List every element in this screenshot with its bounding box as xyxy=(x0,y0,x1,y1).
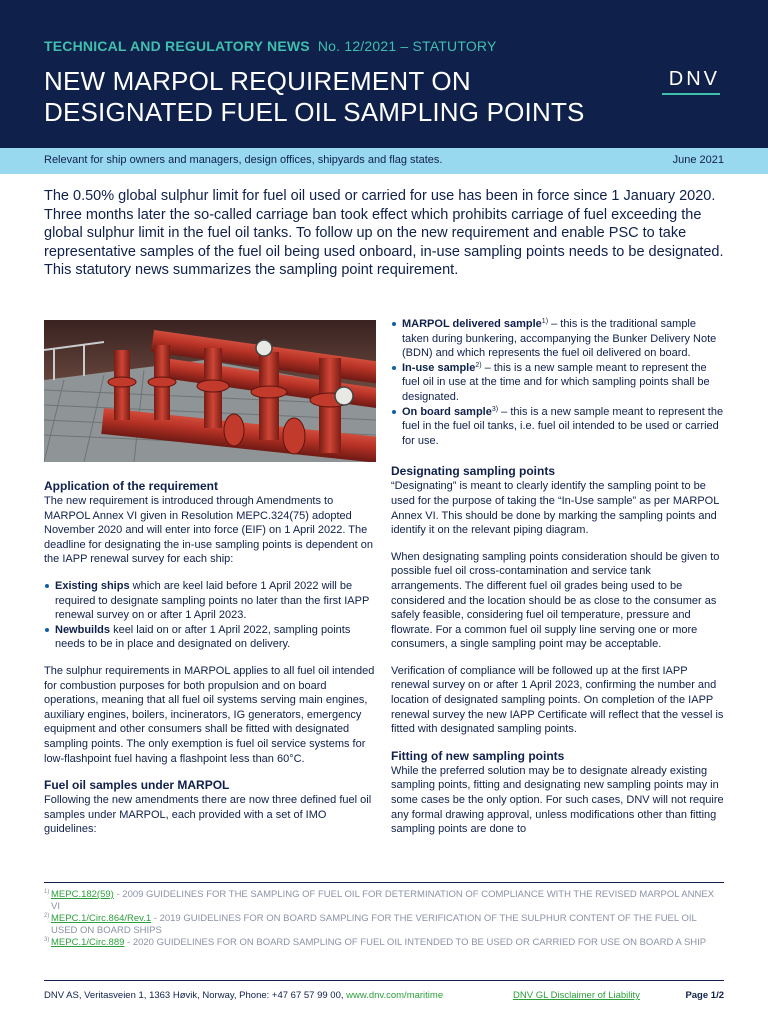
designating-paragraph: “Designating” is meant to clearly identify the sampling point to be used for the purpose of taking the “In-Use sample” as per MARPOL Annex VI. This should be done by marking the sampling points and identify it on the relevant piping diagram. xyxy=(391,480,719,537)
footnote-2-link[interactable]: MEPC.1/Circ.864/Rev.1 xyxy=(51,913,152,924)
dnv-logo[interactable]: DNV xyxy=(668,68,720,90)
footnote-3-link[interactable]: MEPC.1/Circ.889 xyxy=(51,937,125,948)
title-line-2: DESIGNATED FUEL OIL SAMPLING POINTS xyxy=(44,97,585,127)
footnote-1: 1) MEPC.182(59) - 2009 GUIDELINES FOR THE SAMPLING OF FUEL OIL FOR DETERMINATION OF COMPLIANCE WITH THE REVISED MARPOL ANNEX VI xyxy=(44,889,715,912)
footnote-2: 2) MEPC.1/Circ.864/Rev.1 - 2019 GUIDELINES FOR ON BOARD SAMPLING FOR THE VERIFICATION OF THE SULPHUR CONTENT OF THE FUEL OIL USED ON BOARD SHIPS xyxy=(44,913,697,936)
footnotes xyxy=(44,889,724,950)
relevance-bar xyxy=(0,148,768,174)
bullet-on-board-sample-text: – this is a new sample meant to represent the fuel in the fuel oil tanks, i.e. fuel oil intended to be used or carried for use. xyxy=(402,405,724,447)
publication-series: TECHNICAL AND REGULATORY NEWS xyxy=(44,38,310,54)
footnote-3: 3) MEPC.1/Circ.889 - 2020 GUIDELINES FOR ON BOARD SAMPLING OF FUEL OIL INTENDED TO BE USED OR CARRIED FOR USE ON BOARD A SHIP xyxy=(44,937,707,948)
footer-address: DNV AS, Veritasveien 1, 1363 Høvik, Norway, Phone: +47 67 57 99 00, www.dnv.com/maritime xyxy=(44,990,444,1001)
bullet-existing-ships-text: which are keel laid before 1 April 2022 will be required to designate sampling points no later than the first IAPP renewal survey on or after 1 April 2023. xyxy=(55,579,370,622)
bullet-in-use-sample xyxy=(391,361,724,405)
fitting-paragraph: While the preferred solution may be to designate already existing sampling points, fitting and designating new sampling points may in some cases be the only option. For such cases, DNV will not require any formal drawing approval, unless modifications other than fitting sampling points are done to xyxy=(391,764,724,836)
samples-heading: Fuel oil samples under MARPOL xyxy=(44,778,230,793)
publication-kicker xyxy=(44,38,497,54)
application-paragraph: The new requirement is introduced through Amendments to MARPOL Annex VI given in Resolution MEPC.324(75) adopted November 2020 and will enter into force (EIF) on 1 April 2022. The deadline for designating the in-use sampling points is dependent on the IAPP renewal survey for each ship: xyxy=(44,495,374,566)
page-title xyxy=(44,66,644,128)
bullet-existing-ships xyxy=(44,579,376,623)
page-number: Page 1/2 xyxy=(685,990,724,1001)
relevance-text: Relevant for ship owners and managers, design offices, shipyards and flag states. xyxy=(44,154,443,166)
intro-paragraph: The 0.50% global sulphur limit for fuel oil used or carried for use has been in force since 1 January 2020. Three months later the so-called carriage ban took effect which prohibits carriage of fuel exceeding the global sulphur limit in the fuel oil tanks. To follow up on the new requirement and enable PSC to take representative samples of the fuel oil being used onboard, in-use sampling points needs to be designated. This statutory news summarizes the sampling point requirement. xyxy=(44,188,724,278)
website-link[interactable]: www.dnv.com/maritime xyxy=(346,990,444,1001)
bullet-existing-ships-term: Existing ships xyxy=(55,579,130,592)
footnote-1-link[interactable]: MEPC.182(59) xyxy=(51,889,114,900)
bullet-newbuilds-text: keel laid on or after 1 April 2022, sampling points needs to be in place and designated on delivery. xyxy=(55,623,351,651)
right-column xyxy=(391,317,724,849)
logo-underline xyxy=(662,93,720,95)
footnote-ref-2[interactable]: 2) xyxy=(475,361,482,369)
footnote-ref-3[interactable]: 3) xyxy=(491,405,499,413)
sulphur-paragraph: The sulphur requirements in MARPOL applies to all fuel oil intended for combustion purposes for both propulsion and on board operations, meaning that all fuel oil systems serving main engines, auxiliary engines, boilers, incinerators, IG generators, emergency equipment and other consumers shall be fitted with designated sampling points. The only exemption is fuel oil service systems for low-flashpoint fuel having a flashpoint less than 60°C. xyxy=(44,664,375,765)
bullet-newbuilds xyxy=(44,623,376,652)
footnotes-divider xyxy=(44,882,724,883)
fitting-heading: Fitting of new sampling points xyxy=(391,748,565,763)
header-banner xyxy=(0,0,768,148)
verification-paragraph: Verification of compliance will be followed up at the first IAPP renewal survey on or after 1 April 2023, confirming the number and location of designated sampling points. On completion of the IAPP renewal survey the new IAPP Certificate will reflect that the vessel is fitted with designated sampling points. xyxy=(391,664,724,736)
designating-heading: Designating sampling points xyxy=(391,464,556,479)
left-column xyxy=(44,479,376,849)
bullet-delivered-sample-term: MARPOL delivered sample xyxy=(402,318,542,330)
fuel-oil-piping-photo xyxy=(44,320,376,462)
disclaimer-link[interactable]: DNV GL Disclaimer of Liability xyxy=(513,990,640,1001)
bullet-on-board-sample-term: On board sample xyxy=(402,405,492,418)
application-heading: Application of the requirement xyxy=(44,479,219,493)
footnote-ref-1[interactable]: 1) xyxy=(541,318,549,325)
samples-paragraph: Following the new amendments there are now three defined fuel oil samples under MARPOL, each provided with a set of IMO guidelines: xyxy=(44,794,372,836)
publication-date: June 2021 xyxy=(672,154,724,166)
bullet-on-board-sample xyxy=(391,405,724,449)
bullet-newbuilds-term: Newbuilds xyxy=(55,623,111,636)
consideration-paragraph: When designating sampling points consideration should be given to possible fuel oil cross-contamination and service tank arrangements. The different fuel oil grades being used to be considered and the location should be as close to the consumer as safely feasible, considering fuel oil temperature, pressure and flowrate. For a common fuel oil supply line serving one or more consumers, a single sampling point may be acceptable. xyxy=(391,550,720,651)
bullet-delivered-sample xyxy=(391,317,724,361)
bullet-in-use-sample-term: In-use sample xyxy=(402,361,476,374)
title-line-1: NEW MARPOL REQUIREMENT ON xyxy=(44,66,471,96)
footer-divider xyxy=(44,980,724,981)
bullet-delivered-sample-text: – this is the traditional sample taken during bunkering, accompanying the Bunker Delivery Note (BDN) and which represents the fuel oil delivered on board. xyxy=(402,318,717,360)
bullet-in-use-sample-text: – this is a new sample meant to represent the fuel oil in use at the time and for which sampling points shall be designated. xyxy=(402,361,710,403)
issue-number: No. 12/2021 – STATUTORY xyxy=(317,38,497,54)
